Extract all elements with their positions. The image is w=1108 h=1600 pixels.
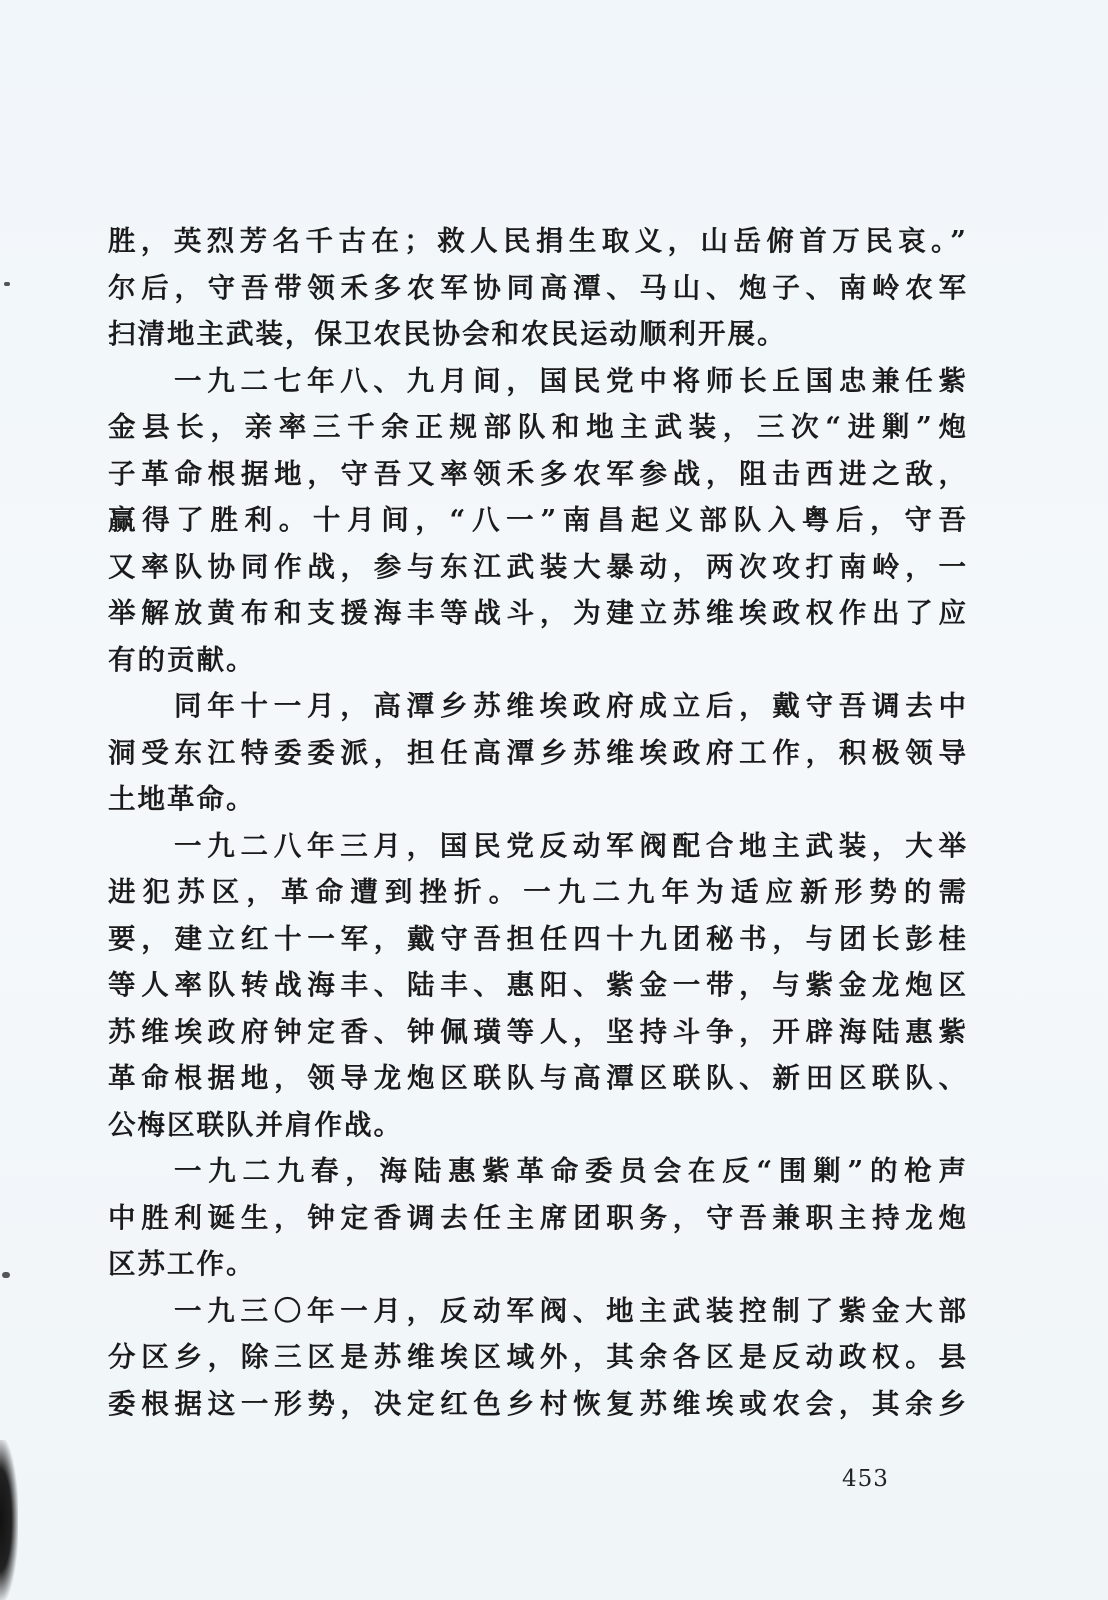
paragraph-start-line: 一九二七年八、九月间，国民党中将师长丘国忠兼任紫 xyxy=(174,364,968,397)
text-line: 土地革命。 xyxy=(108,783,256,815)
scan-edge-shadow xyxy=(0,1440,18,1600)
paragraph-start-line: 一九二八年三月，国民党反动军阀配合地主武装，大举 xyxy=(174,829,968,862)
text-line: 举解放黄布和支援海丰等战斗，为建立苏维埃政权作出了应 xyxy=(108,597,968,629)
page-number: 453 xyxy=(842,1466,889,1492)
text-line: 要，建立红十一军，戴守吾担任四十九团秘书，与团长彭桂 xyxy=(108,922,968,955)
text-line: 赢得了胜利。十月间，“八一”南昌起义部队入粤后，守吾 xyxy=(108,504,968,536)
text-line: 胜，英烈芳名千古在；救人民捐生取义，山岳俯首万民哀。” xyxy=(108,225,968,257)
text-line: 中胜利诞生，钟定香调去任主席团职务，守吾兼职主持龙炮 xyxy=(108,1201,968,1234)
scan-speck xyxy=(2,1272,10,1278)
paragraph-start-line: 同年十一月，高潭乡苏维埃政府成立后，戴守吾调去中 xyxy=(174,690,968,722)
text-line: 又率队协同作战，参与东江武装大暴动，两次攻打南岭，一 xyxy=(108,550,968,583)
text-line: 进犯苏区，革命遭到挫折。一九二九年为适应新形势的需 xyxy=(108,876,968,908)
text-line: 扫清地主武装，保卫农民协会和农民运动顺利开展。 xyxy=(108,318,787,350)
text-line: 苏维埃政府钟定香、钟佩璜等人，坚持斗争，开辟海陆惠紫 xyxy=(108,1015,968,1048)
paragraph-start-line: 一九三〇年一月，反动军阀、地主武装控制了紫金大部 xyxy=(174,1294,968,1327)
text-line: 子革命根据地，守吾又率领禾多农军参战，阻击西进之敌， xyxy=(108,457,968,490)
text-line: 等人率队转战海丰、陆丰、惠阳、紫金一带，与紫金龙炮区 xyxy=(108,969,968,1001)
text-line: 洞受东江特委委派，担任高潭乡苏维埃政府工作，积极领导 xyxy=(108,736,968,769)
text-line: 金县长，亲率三千余正规部队和地主武装，三次“进剿”炮 xyxy=(108,411,968,443)
text-line: 有的贡献。 xyxy=(108,643,256,676)
paragraph-start-line: 一九二九春，海陆惠紫革命委员会在反“围剿”的枪声 xyxy=(174,1155,968,1187)
text-line: 分区乡，除三区是苏维埃区域外，其余各区是反动政权。县 xyxy=(108,1341,968,1373)
text-line: 尔后，守吾带领禾多农军协同高潭、马山、炮子、南岭农军 xyxy=(108,271,968,304)
text-line: 委根据这一形势，决定红色乡村恢复苏维埃或农会，其余乡 xyxy=(108,1387,968,1420)
text-line: 区苏工作。 xyxy=(108,1248,256,1280)
text-line: 公梅区联队并肩作战。 xyxy=(108,1108,403,1141)
body-text xyxy=(108,218,968,1427)
text-line: 革命根据地，领导龙炮区联队与高潭区联队、新田区联队、 xyxy=(108,1062,968,1094)
scan-speck xyxy=(4,282,10,286)
